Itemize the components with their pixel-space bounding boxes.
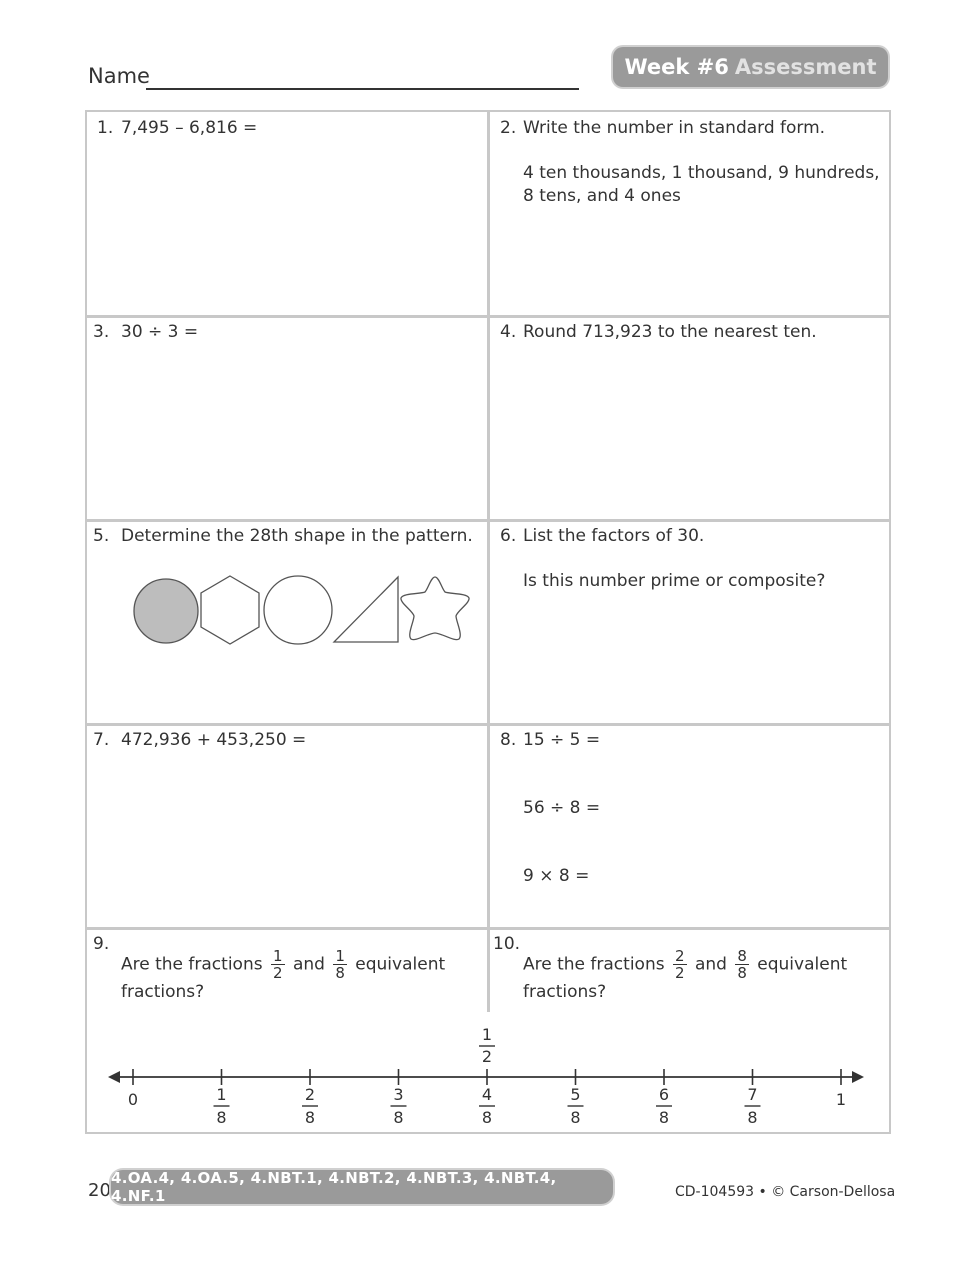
- eighth-numerator: 2: [304, 1085, 316, 1104]
- label-one: 1: [835, 1090, 847, 1109]
- eighth-denominator: 8: [570, 1108, 581, 1127]
- number-line: [100, 1020, 875, 1130]
- q9-number: 9.: [93, 934, 110, 954]
- eighth-numerator: 5: [570, 1085, 581, 1104]
- q6-text: List the factors of 30.: [523, 526, 705, 546]
- eighth-numerator: 6: [658, 1085, 670, 1104]
- q5-number: 5.: [93, 526, 110, 546]
- q9-line2: fractions?: [121, 982, 205, 1002]
- eighth-numerator: 3: [393, 1085, 404, 1104]
- hexagon-shape: [201, 576, 259, 644]
- half-denominator: 2: [481, 1047, 493, 1066]
- fraction-one-eighth: $\frac{1}{8}$: [335, 947, 345, 982]
- eighth-numerator: 1: [216, 1085, 227, 1104]
- eighth-numerator: 7: [747, 1085, 758, 1104]
- shape-pattern: [127, 567, 477, 647]
- q8-line3: 9 × 8 =: [523, 866, 590, 886]
- q2-text: Write the number in standard form.: [523, 118, 826, 138]
- assessment-grid: [85, 110, 891, 1134]
- fraction-two-halves: $\frac{2}{2}$: [674, 947, 685, 982]
- eighth-denominator: 8: [747, 1108, 758, 1127]
- eighth-numerator: 4: [481, 1085, 493, 1104]
- right-arrow-icon: [852, 1071, 864, 1083]
- q3-text: 30 ÷ 3 =: [121, 322, 199, 342]
- left-arrow-icon: [108, 1071, 120, 1083]
- q10-text: [523, 948, 847, 981]
- q2-number: 2.: [500, 118, 517, 138]
- star-shape: [401, 577, 469, 640]
- fraction-eight-eighths: $\frac{8}{8}$: [737, 947, 747, 982]
- fraction-one-half: $\frac{1}{2}$: [272, 947, 283, 982]
- q8-number: 8.: [500, 730, 517, 750]
- q10-number: 10.: [493, 934, 521, 954]
- eighth-denominator: 8: [393, 1108, 404, 1127]
- q9-post: equivalent: [355, 954, 446, 975]
- week-number: Week #6: [624, 55, 729, 79]
- q9-text: [121, 948, 445, 981]
- q10-pre: Are the fractions: [523, 954, 665, 975]
- q7-text: 472,936 + 453,250 =: [121, 730, 307, 750]
- q10-line2: fractions?: [523, 982, 607, 1002]
- q7-number: 7.: [93, 730, 110, 750]
- eighth-denominator: 8: [216, 1108, 227, 1127]
- q6-line2: Is this number prime or composite?: [523, 571, 826, 591]
- half-numerator: 1: [481, 1025, 493, 1044]
- name-field[interactable]: [146, 88, 579, 90]
- q10-mid: and: [694, 954, 727, 975]
- q9-mid: and: [292, 954, 325, 975]
- white-circle-shape: [264, 576, 332, 644]
- q10-post: equivalent: [757, 954, 848, 975]
- q4-text: Round 713,923 to the nearest ten.: [523, 322, 817, 342]
- q1-text: 7,495 – 6,816 =: [121, 118, 258, 138]
- q2-line2: 8 tens, and 4 ones: [523, 186, 681, 206]
- q5-text: Determine the 28th shape in the pattern.: [121, 526, 473, 546]
- triangle-shape: [334, 577, 398, 642]
- eighth-denominator: 8: [304, 1108, 316, 1127]
- q4-number: 4.: [500, 322, 517, 342]
- eighth-denominator: 8: [658, 1108, 670, 1127]
- q1-number: 1.: [97, 118, 114, 138]
- q3-number: 3.: [93, 322, 110, 342]
- eighth-denominator: 8: [481, 1108, 493, 1127]
- grid-column-divider: [487, 112, 490, 1012]
- standards-badge: 4.OA.4, 4.OA.5, 4.NBT.1, 4.NBT.2, 4.NBT.3, 4.NBT.4, 4.NF.1: [111, 1170, 613, 1204]
- copyright: CD-104593 • © Carson-Dellosa: [675, 1184, 896, 1200]
- q8-line1: 15 ÷ 5 =: [523, 730, 601, 750]
- gray-circle-shape: [134, 579, 198, 643]
- q9-pre: Are the fractions: [121, 954, 263, 975]
- q2-line1: 4 ten thousands, 1 thousand, 9 hundreds,: [523, 163, 880, 183]
- week-badge: [613, 47, 888, 87]
- label-zero: 0: [127, 1090, 139, 1109]
- week-title: Assessment: [734, 55, 877, 79]
- name-label: Name: [88, 64, 150, 88]
- q6-number: 6.: [500, 526, 517, 546]
- q8-line2: 56 ÷ 8 =: [523, 798, 601, 818]
- page-number: 20: [88, 1180, 111, 1201]
